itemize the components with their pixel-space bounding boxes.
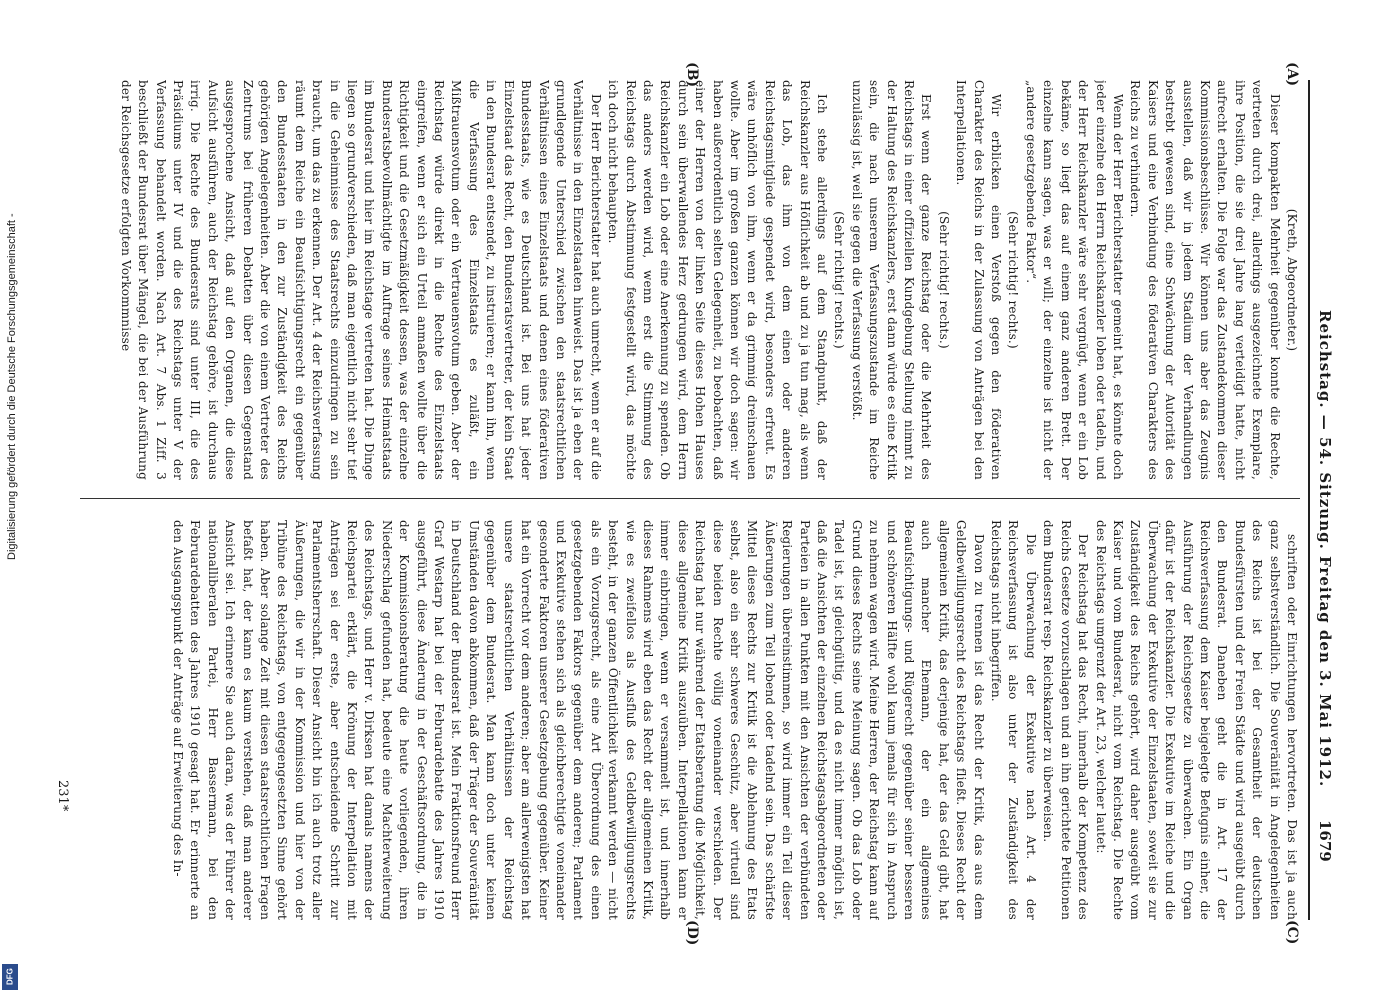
left-text-column [80, 80, 1300, 480]
dfg-logo: DFG [2, 964, 18, 990]
paragraph: schriften oder Einrichtungen hervortreten. Das ist ja auch ganz selbstverständlich. Die Souveränität in Angelegenheiten des Reichs ist bei der Gesamtheit der deutschen Bundesfürsten und der Freien Städte und wird ausgeübt durch den Bundesrat. Daneben geht die in Art. 17 der Reichsverfassung dem Kaiser beigelegte Befugnis einher, die Ausführung der Reichsgesetze zu überwachen. Ein Organ dafür ist der Reichskanzler. Die Exekutive im Reiche und die Überwachung der Exekutive der Einzelstaaten, soweit sie zur Zuständigkeit des Reichs gehört, wird daher ausgeübt vom Kaiser und vom Bundesrat, nicht vom Reichstag. Die Rechte des Reichstags umgrenzt der Art. 23, welcher lautet: [1093, 520, 1299, 920]
paragraph: Die Überwachung der Exekutive nach Art. 4 der Reichsverfassung ist also unter der Zuständigkeit des Reichstags nicht inbegriffen. [989, 520, 1038, 920]
interjection: (Sehr richtig! rechts.) [936, 211, 951, 349]
margin-marker-b: (B) [684, 62, 700, 88]
digitization-note: Digitalisierung gefördert durch die Deutsche Forschungsgemeinschaft - [6, 213, 18, 560]
interjection: (Sehr richtig! rechts.) [1006, 211, 1021, 349]
paragraph: Ich stehe allerdings auf dem Standpunkt, daß der Reichskanzler aus Höflichkeit ab und zu ja tun mag, als wenn das Lob, das ihm von dem einen oder anderen Reichstagsmitgliede gespendet wird, besonders erfreut. Es wäre unhöflich von ihm, wenn er da grimmig dreinschauen wollte. Aber im großen ganzen können wir doch sagen: wir haben außerordentlich selten Gelegenheit, zu beobachten, daß einer der Herren von der linken Seite dieses Hohen Hauses durch sein überwallendes Herz gedrungen wird, dem Herrn Reichskanzler ein Lob oder eine Anerkennung zu spenden. Ob das anders werden wird, wenn erst die Stimmung des Reichstags durch Abstimmung festgestellt wird, das möchte ich doch nicht behaupten. [606, 80, 830, 480]
page-header [1310, 60, 1340, 940]
interjection: (Sehr richtig! rechts.) [832, 211, 847, 349]
page-header-title: Reichstag. — 54. Sitzung. Freitag den 3. Mai 1912. [1316, 310, 1334, 788]
paragraph: Davon zu trennen ist das Recht der Kritik, das aus dem Geldbewilligungsrecht des Reichstags fließt. Dieses Recht der allgemeinen Kritik, das derjenige hat, der das Geld gibt, hat auch mancher Ehemann, der ein allgemeines Beaufsichtigungs- und Rügerecht gegenüber seiner besseren und schöneren Hälfte wohl kaum jemals für sich in Anspruch zu nehmen wagen wird. Meine Herren, der Reichstag kann auf Grund dieses Rechts seine Meinung sagen. Ob das Lob oder Tadel ist, ist gleichgültig, und da es nicht immer möglich ist, daß die Ansichten der einzelnen Reichstagsabgeordneten oder Parteien in allen Punkten mit den Ansichten der verbündeten Regierungen übereinstimmen, so wird immer ein Teil dieser Äußerungen zum Teil lobend oder tadelnd sein. Das schärfste Mittel dieses Rechts zur Kritik ist die Ablehnung des Etats selbst, also ein sehr schweres Geschütz, aber virtuell sind diese beiden Rechte völlig voneinander verschieden. Der Reichstag hat nur während der Etatsberatung die Möglichkeit, diese allgemeine Kritik auszuüben. Interpellationen kann er immer einbringen, wenn er versammelt ist, und innerhalb dieses Rahmens wird eben das Recht der allgemeinen Kritik, wie es zweifellos als Ausfluß des Geldbewilligungsrechts besteht, in der ganzen Öffentlichkeit verkannt werden — nicht als ein Vorzugsrecht, als eine Art Überordnung des einen gesetzgebenden Faktors gegenüber dem anderen; Parlament und Exekutive stehen sich als gleichberechtigte voneinander gesonderte Faktoren unserer Gesetzgebung gegenüber. Keiner hat ein Vorrecht vor dem anderen; aber am allerwenigsten hat unsere staatsrechtlichen Verhältnissen der Reichstag gegenüber dem Bundesrat. Man kann doch unter keinen Umständen davon abkommen, daß der Träger der Souveränität in Deutschland der Bundesrat ist. Mein Fraktionsfreund Herr Graf Westarp hat bei der Februardebatte des Jahres 1910 ausgeführt, diese Änderung in der Geschäftsordnung, die in der Kommissionsberatung die heute vorliegenden, ihren Niederschlag gefunden hat, bedeute eine Machterweiterung des Reichstags, und Herr v. Dirksen hat damals namens der Reichspartei erklärt, die Krönung der Interpellation mit Anträgen sei der erste, aber entscheidende Schritt zur Parlamentsherrschaft. Dieser Ansicht bin ich auch trotz aller Äußerungen, die wir in der Kommission und hier von der Tribüne des Reichstags, von entgegengesetzten Sinne gehört haben. Aber solange Zeit mit diesen staatsrechtlichen Fragen befaßt hat, der kann es kaum verstehen, daß man anderer Ansicht sei. Ich erinnere Sie auch daran, was der Führer der nationalliberalen Partei, Herr Bassermann, bei den Februardebatten des Jahres 1910 gesagt hat. Er erinnerte an den Ausgangspunkt der Anträge auf Erweiterung des In- [171, 520, 986, 920]
header-rule [1308, 80, 1310, 920]
page-number: 1679 [1316, 820, 1334, 862]
paragraph: Wenn der Herr Berichterstatter gemeint hat, es könnte doch jeder einzelne den Herrn Reichskanzler loben oder tadeln, und der Herr Reichskanzler wäre sehr vergnügt, wenn er ein Lob bekäme, so liegt das auf einem ganz anderen Brett. Der einzelne kann sagen, was er will; der einzelne ist nicht der „andere gesetzgebende Faktor“. [1023, 80, 1125, 480]
footer-sheet-number: 231* [55, 780, 70, 812]
paragraph: Erst wenn der ganze Reichstag oder die Mehrheit des Reichstags in einer offiziellen Kundgebung Stellung nimmt zu der Haltung des Reichskanzlers, erst dann würde es eine Kritik sein, die nach unserem Verfassungszustande im Reiche unzulässig ist, weil sie gegen die Verfassung verstößt. [849, 80, 934, 480]
margin-marker-d: (D) [684, 920, 700, 946]
column-divider [80, 498, 1300, 499]
margin-marker-c: (C) [1284, 920, 1300, 945]
paragraph: Wir erblicken einen Verstoß gegen den föderativen Charakter des Reichs in der Zulassung von Anträgen bei den Interpellationen. [954, 80, 1004, 480]
paragraph: Der Herr Berichterstatter hat auch umrecht, wenn er auf die Verhältnisse in den Einzelstaaten hinweist. Das ist ja eben der grundlegende Unterschied zwischen den staatsrechtlichen Verhältnissen eines Einzelstaats und denen eines föderativen Bundesstaats, wie es Deutschland ist. Bei uns hat jeder Einzelstaat das Recht, den Bundesratsvertreter, der kein Staat in den Bundesrat entsendet, zu instruieren; er kann ihn, wenn die Verfassung des Einzelstaats es zuläßt, ein Mißtrauensvotum oder ein Vertrauensvotum geben. Aber der Reichstag würde direkt in die Rechte des Einzelstaats eingreifen, wenn er sich ein Urteil anmaßen wollte über die Richtigkeit und die Gesetzmäßigkeit dessen, was der einzelne Bundesratsbevollmächtigte im Auftrage seines Heimatstaats im Bundesrat und hier im Reichstage vertreten hat. Die Dinge liegen so grundverschieden, daß man eigentlich nicht sehr tief in die Geheimnisse des Staatsrechts einzudringen zu sein braucht, um das zu erkennen. Der Art. 4 der Reichsverfassung räumt dem Reiche ein Beaufsichtigungsrecht ein gegenüber den Bundesstaaten in den zur Zuständigkeit des Reichs gehörigen Angelegenheiten. Aber die von einem Vertreter des Zentrums bei früheren Debatten über diesen Gegenstand ausgesprochene Ansicht, daß auf den Organen, die diese Aufsicht ausführen, auch der Reichstag gehöre, ist durchaus irrig. Die Rechte des Bundesrats sind unter III, die des Präsidiums unter IV und die des Reichstags unter V der Verfassung behandelt worden. Nach Art. 7 Abs. 1 Ziff. 3 beschließt der Bundesrat über Mängel, die bei der Ausführung der Reichsgesetze erfolgten Vorkommnisse [118, 80, 603, 480]
rotated-page [55, 60, 1340, 946]
margin-marker-a: (A) [1284, 62, 1300, 87]
quoted-article: Der Reichstag hat das Recht, innerhalb der Kompetenz des Reichs Gesetze vorzuschlagen und an ihn gerichtete Petitionen dem Bundesrat resp. Reichskanzler zu überweisen. [1041, 520, 1091, 920]
speaker-line: (Kreth, Abgeordneter.) [1285, 208, 1299, 352]
paragraph: Dieser kompakten Mehrheit gegenüber konnte die Rechte, vertreten durch drei, allerdings ausgezeichnete Exemplare, ihre Position, die sie drei Jahre lang verteidigt hatte, nicht aufrecht erhalten. Die Folge war das Zustandekommen dieser Kommissionsbeschlüsse. Wir können uns aber das Zeugnis ausstellen, daß wir in jedem Stadium der Verhandlungen bestrebt gewesen sind, eine Schwächung der Autorität des Kaisers und eine Verbindung des föderativen Charakters des Reichs zu verhindern. [1128, 80, 1282, 480]
right-text-column [80, 520, 1300, 920]
